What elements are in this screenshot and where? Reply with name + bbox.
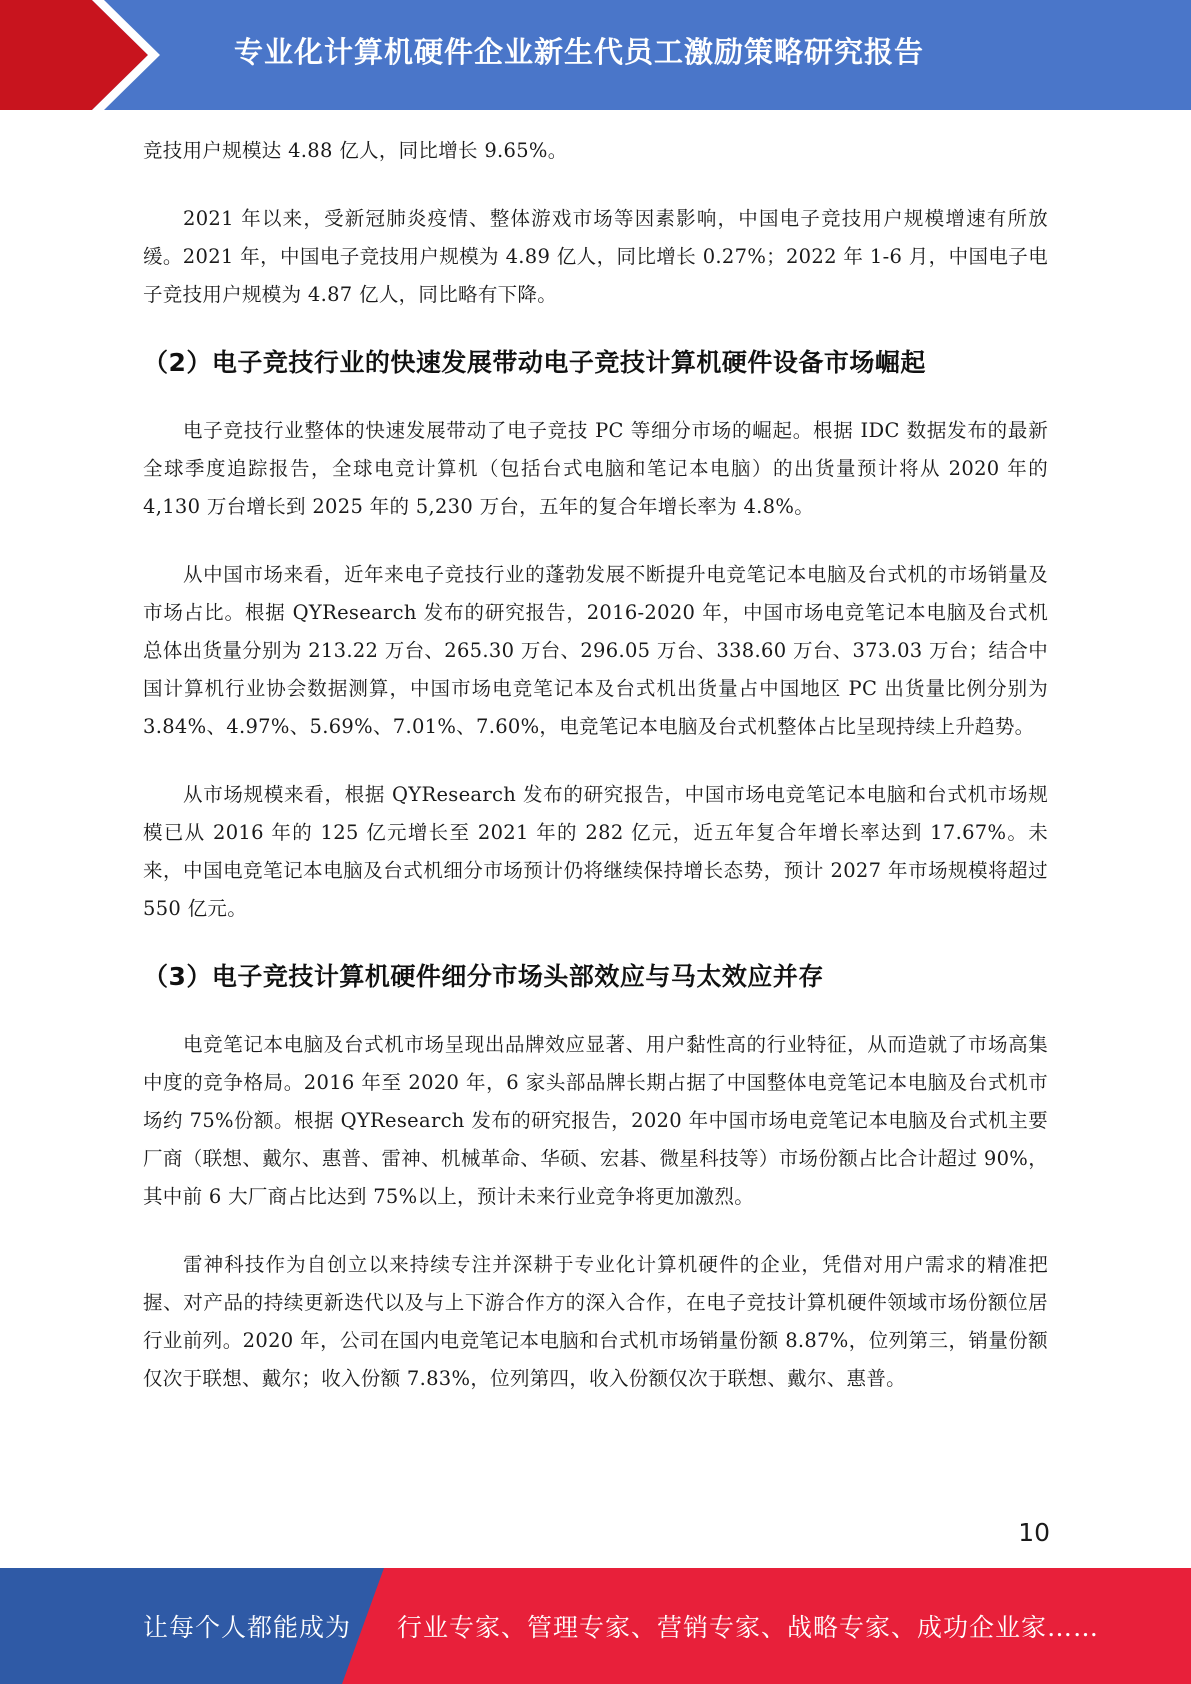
paragraph-concentration: 电竞笔记本电脑及台式机市场呈现出品牌效应显著、用户黏性高的行业特征，从而造就了市场高集中度的竞争格局。2016 年至 2020 年，6 家头部品牌长期占据了中国整体电竞笔记本电脑及台式机市场约 75%份额。根据 QYResearch 发布的研究报告，2020 年中国市场电竞笔记本电脑及台式机主要厂商（联想、戴尔、惠普、雷神、机械革命、华硕、宏碁、微星科技等）市场份额占比合计超过 90%，其中前 6 大厂商占比达到 75%以上，预计未来行业竞争将更加激烈。 — [143, 1033, 1048, 1208]
section-heading-2: （2）电子竞技行业的快速发展带动电子竞技计算机硬件设备市场崛起 — [143, 348, 926, 377]
paragraph-continuation: 竞技用户规模达 4.88 亿人，同比增长 9.65%。 — [143, 139, 568, 162]
footer-slogan-left: 让每个人都能成为 — [143, 1613, 352, 1642]
document-body — [143, 132, 1048, 1428]
paragraph-company-position: 雷神科技作为自创立以来持续专注并深耕于专业化计算机硬件的企业，凭借对用户需求的精准把握、对产品的持续更新迭代以及与上下游合作方的深入合作，在电子竞技计算机硬件领域市场份额位居行业前列。2020 年，公司在国内电竞笔记本电脑和台式机市场销量份额 8.87%，位列第三，销量份额仅次于联想、戴尔；收入份额 7.83%，位列第四，收入份额仅次于联想、戴尔、惠普。 — [143, 1253, 1048, 1390]
footer-slogan-right: 行业专家、管理专家、营销专家、战略专家、成功企业家…… — [397, 1613, 1100, 1642]
paragraph-global-market: 电子竞技行业整体的快速发展带动了电子竞技 PC 等细分市场的崛起。根据 IDC 数据发布的最新全球季度追踪报告，全球电竞计算机（包括台式电脑和笔记本电脑）的出货量预计将从 2020 年的 4,130 万台增长到 2025 年的 5,230 万台，五年的复合年增长率为 4.8%。 — [143, 419, 1048, 518]
page-footer — [0, 1568, 1191, 1684]
page-number: 10 — [1018, 1518, 1050, 1547]
section-heading-3: （3）电子竞技计算机硬件细分市场头部效应与马太效应并存 — [143, 962, 824, 991]
header-arrow-decoration — [0, 0, 200, 110]
paragraph-china-market: 从中国市场来看，近年来电子竞技行业的蓬勃发展不断提升电竞笔记本电脑及台式机的市场销量及市场占比。根据 QYResearch 发布的研究报告，2016-2020 年，中国市场电竞笔记本电脑及台式机总体出货量分别为 213.22 万台、265.30 万台、296.05 万台、338.60 万台、373.03 万台；结合中国计算机行业协会数据测算，中国市场电竞笔记本及台式机出货量占中国地区 PC 出货量比例分别为 3.84%、4.97%、5.69%、7.01%、7.60%，电竞笔记本电脑及台式机整体占比呈现持续上升趋势。 — [143, 563, 1048, 738]
report-title: 专业化计算机硬件企业新生代员工激励策略研究报告 — [234, 35, 925, 69]
page-header — [0, 0, 1191, 110]
paragraph-market-size: 从市场规模来看，根据 QYResearch 发布的研究报告，中国市场电竞笔记本电脑和台式机市场规模已从 2016 年的 125 亿元增长至 2021 年的 282 亿元，近五年复合年增长率达到 17.67%。未来，中国电竞笔记本电脑及台式机细分市场预计仍将继续保持增长态势，预计 2027 年市场规模将超过 550 亿元。 — [143, 783, 1048, 920]
paragraph-user-scale: 2021 年以来，受新冠肺炎疫情、整体游戏市场等因素影响，中国电子竞技用户规模增速有所放缓。2021 年，中国电子竞技用户规模为 4.89 亿人，同比增长 0.27%；2022 年 1-6 月，中国电子电子竞技用户规模为 4.87 亿人，同比略有下降。 — [143, 207, 1048, 306]
